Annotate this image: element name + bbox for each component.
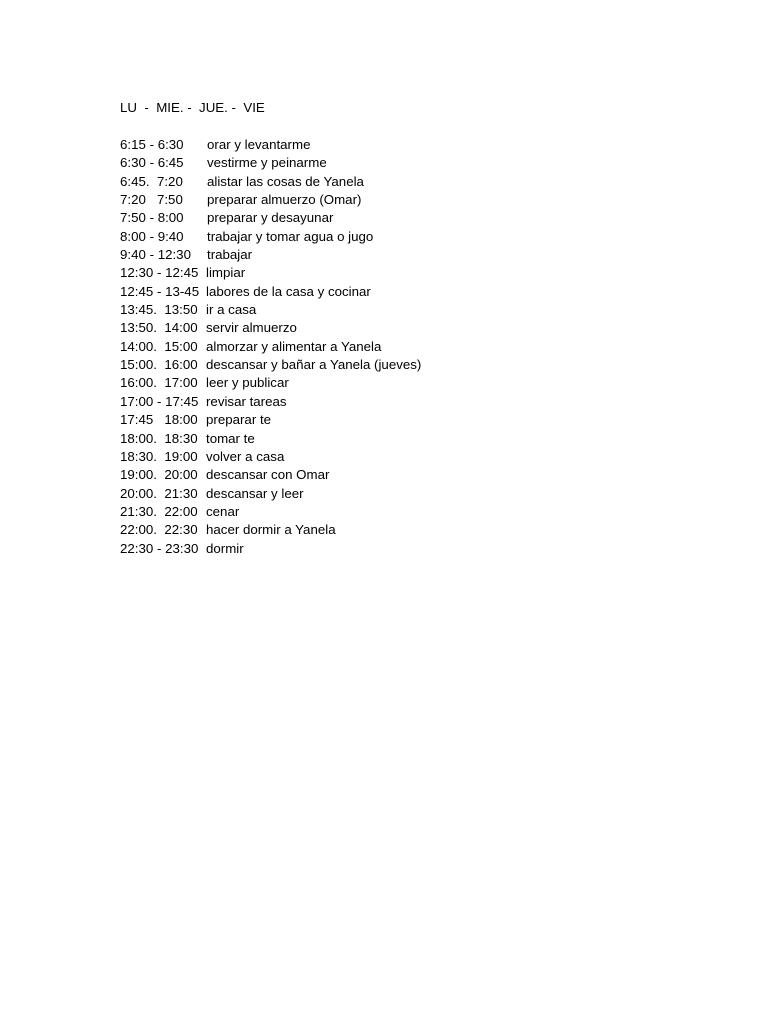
left-time-range: 22:30 - 23:30 [120, 540, 199, 556]
left-activity: alistar las cosas de Yanela [207, 173, 364, 189]
left-activity: trabajar [207, 247, 253, 263]
left-time-range: 18:00. 18:30 [120, 430, 198, 446]
left-activity: dormir [206, 540, 244, 556]
left-activity: descansar y leer [206, 485, 304, 501]
left-activity: servir almuerzo [206, 320, 297, 336]
weekday-heading: LU - MIE. - JUE. - VIE [120, 100, 265, 115]
left-activity: limpiar [206, 265, 246, 281]
left-time-range: 19:00. 20:00 [120, 467, 198, 483]
left-activity: trabajar y tomar agua o jugo [207, 228, 374, 244]
left-time-range: 14:00. 15:00 [120, 338, 198, 354]
left-time-range: 18:30. 19:00 [120, 448, 198, 464]
left-time-range: 7:50 - 8:00 [120, 210, 184, 226]
left-time-range: 9:40 - 12:30 [120, 247, 191, 263]
left-time-range: 6:45. 7:20 [120, 173, 183, 189]
left-activity: hacer dormir a Yanela [206, 522, 336, 538]
left-activity: preparar almuerzo (Omar) [207, 192, 362, 208]
left-time-range: 13:50. 14:00 [120, 320, 198, 336]
left-activity: orar y levantarme [207, 137, 311, 152]
left-activity: ir a casa [206, 302, 257, 318]
left-time-range: 6:30 - 6:45 [120, 155, 184, 171]
left-time-range: 17:00 - 17:45 [120, 393, 199, 409]
left-activity: labores de la casa y cocinar [206, 283, 371, 299]
left-activity: volver a casa [206, 448, 285, 464]
left-time-range: 7:20 7:50 [120, 192, 183, 208]
left-time-range: 22:00. 22:30 [120, 522, 198, 538]
left-time-range: 21:30. 22:00 [120, 503, 198, 519]
left-activity: almorzar y alimentar a Yanela [206, 338, 382, 354]
left-time-range: 8:00 - 9:40 [120, 228, 184, 244]
left-activity: leer y publicar [206, 375, 289, 391]
left-time-range: 12:45 - 13-45 [120, 283, 200, 299]
left-time-range: 6:15 - 6:30 [120, 137, 184, 152]
left-activity: descansar con Omar [206, 467, 330, 483]
left-time-range: 20:00. 21:30 [120, 485, 198, 501]
left-activity: preparar y desayunar [207, 210, 334, 226]
left-time-range: 16:00. 17:00 [120, 375, 198, 391]
left-activity: cenar [206, 503, 240, 519]
left-activity: revisar tareas [206, 393, 287, 409]
left-time-range: 12:30 - 12:45 [120, 265, 199, 281]
left-time-range: 17:45 18:00 [120, 412, 198, 428]
left-activity: vestirme y peinarme [207, 155, 327, 171]
left-activity: tomar te [206, 430, 255, 446]
left-activity: preparar te [206, 412, 272, 428]
left-time-range: 15:00. 16:00 [120, 357, 198, 373]
left-time-range: 13:45. 13:50 [120, 302, 198, 318]
left-activity: descansar y bañar a Yanela (jueves) [206, 357, 422, 373]
